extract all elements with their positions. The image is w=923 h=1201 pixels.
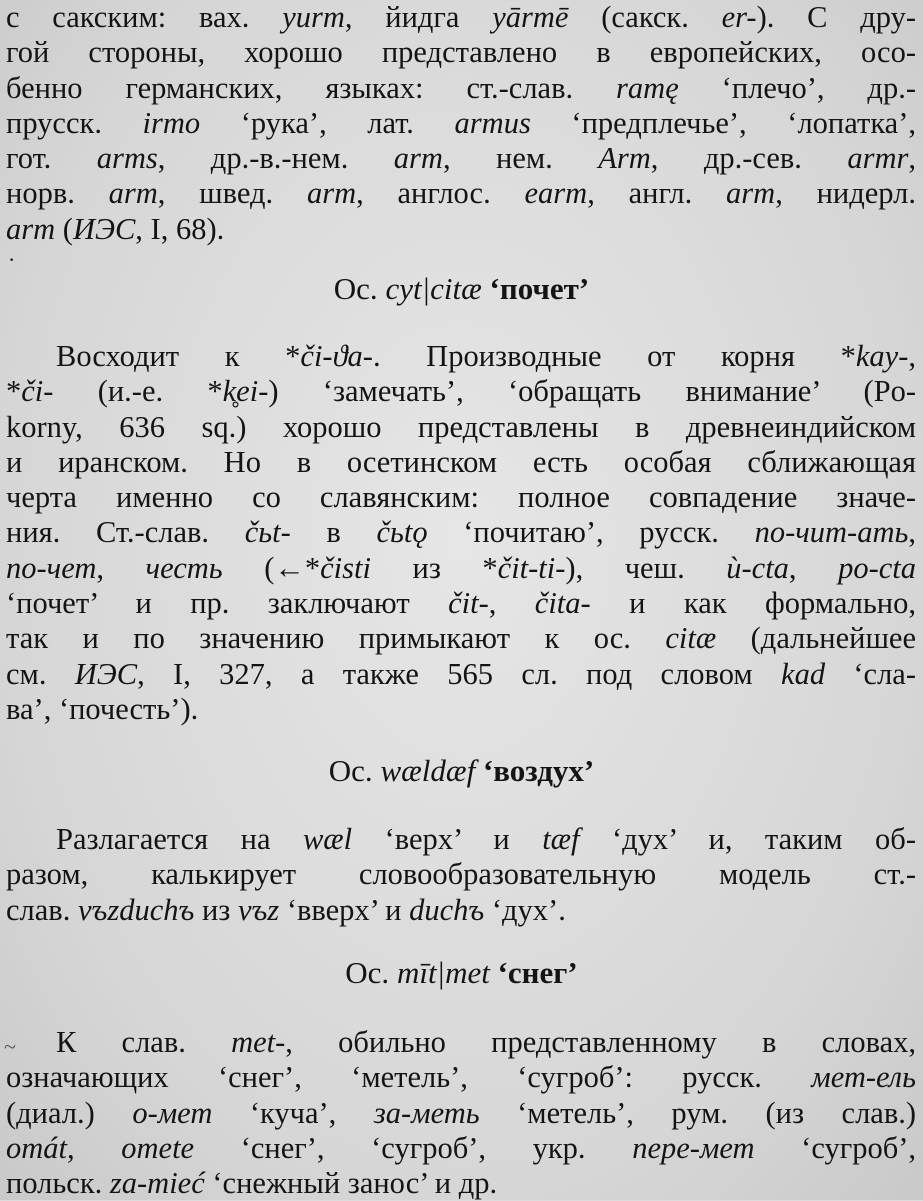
- entry-body-mit: [6, 1025, 916, 1201]
- italic-term: čьt-: [244, 515, 291, 550]
- italic-term: ИЭС: [74, 656, 138, 691]
- entry-body-waeldaef: [6, 822, 916, 928]
- text-line: слав. vъzduchъ из vъz ‘вверх’ и duchъ ‘дух’.: [6, 892, 566, 927]
- text-line: arm (ИЭС, I, 68).: [6, 211, 225, 246]
- italic-term: за-меть: [373, 1095, 480, 1130]
- italic-term: по-чет: [6, 550, 97, 585]
- text-line: так и по значению примыкают к ос. citæ (дальнейшее: [6, 621, 916, 656]
- italic-term: čьtǫ: [376, 515, 428, 550]
- italic-term: či-ϑa-: [300, 339, 373, 373]
- italic-term: ИЭС: [72, 211, 136, 246]
- italic-term: ù-cta: [726, 550, 789, 585]
- heading-prefix: Ос.: [345, 955, 390, 990]
- text-line: (диал.) о-мет ‘куча’, за-меть ‘метель’, рум. (из слав.): [6, 1095, 916, 1130]
- italic-term: er-: [721, 0, 757, 34]
- text-line: korny, 636 sq.) хорошо представлены в древнеиндийском: [6, 409, 916, 444]
- heading-headword: cyt|citæ: [385, 271, 482, 306]
- italic-term: по-чит-ать: [754, 515, 909, 550]
- italic-term: kay-: [855, 339, 909, 373]
- italic-term: omete: [121, 1130, 195, 1165]
- heading-headword: wældæf: [380, 753, 476, 788]
- italic-term: ramę: [616, 70, 679, 105]
- italic-term: omát: [6, 1130, 67, 1165]
- italic-term: či-: [21, 374, 54, 409]
- text-line: К слав. met-, обильно представленному в словах,: [56, 1025, 916, 1059]
- heading-gloss: ‘почет’: [489, 271, 590, 306]
- heading-prefix: Ос.: [333, 271, 378, 306]
- entry-heading-waeldaef: [0, 753, 923, 789]
- entry-heading-cyt: [0, 271, 923, 307]
- italic-term: armr: [847, 141, 909, 176]
- text-line: означающих ‘снег’, ‘метель’, ‘сугроб’: русск. мет-ель: [6, 1060, 916, 1095]
- italic-term: armus: [454, 105, 531, 140]
- italic-term: k̥ei-: [222, 374, 269, 409]
- italic-term: po-cta: [838, 550, 916, 585]
- italic-term: arm: [393, 141, 443, 176]
- text-line: Разлагается на wæl ‘верх’ и tæf ‘дух’ и, таким об-: [56, 822, 916, 856]
- italic-term: Arm: [598, 141, 651, 176]
- text-line: *či- (и.-е. *k̥ei-) ‘замечать’, ‘обращать внимание’ (Po-: [6, 374, 916, 409]
- italic-term: čita-: [534, 586, 591, 621]
- italic-term: wæl: [302, 822, 353, 856]
- italic-term: za-mieć: [109, 1166, 205, 1201]
- italic-term: citæ: [665, 621, 717, 656]
- text-line: ‘почет’ и пр. заключают čit-, čita- и как формально,: [6, 586, 916, 621]
- italic-term: kad: [781, 656, 826, 691]
- entry-body-cyt: [6, 339, 916, 727]
- text-line: omát, omete ‘снег’, ‘сугроб’, укр. пере-мет ‘сугроб’,: [6, 1130, 916, 1165]
- text-line: и иранском. Но в осетинском есть особая сближающая: [6, 444, 916, 479]
- text-line: с сакским: вах. yurm, йидга yārmē (сакск. er-). С дру-: [6, 0, 916, 34]
- intro-paragraph: [6, 0, 916, 247]
- italic-term: arm: [6, 211, 56, 246]
- italic-term: arm: [726, 176, 776, 211]
- heading-headword: mīt|met: [396, 955, 490, 990]
- italic-term: čit-ti-: [497, 550, 566, 585]
- text-line: гот. arms, др.-в.-нем. arm, нем. Arm, др.-сев. armr,: [6, 141, 916, 176]
- italic-term: честь: [145, 550, 223, 585]
- italic-term: earm: [524, 176, 588, 211]
- italic-term: пере-мет: [632, 1130, 755, 1165]
- italic-term: о-мет: [132, 1095, 213, 1130]
- text-line: ва’, ‘почесть’).: [6, 691, 199, 726]
- italic-term: yurm: [282, 0, 345, 34]
- text-line: прусск. irmo ‘рука’, лат. armus ‘предплечье’, ‘лопатка’,: [6, 105, 916, 140]
- text-line: по-чет, честь (←*čisti из *čit-ti-), чеш. ù-cta, po-cta: [6, 550, 916, 585]
- italic-term: yārmē: [492, 0, 569, 34]
- margin-dot: ·: [8, 247, 16, 272]
- italic-term: arm: [108, 176, 158, 211]
- italic-term: vъz: [237, 892, 280, 927]
- text-line: бенно германских, языках: ст.-слав. ramę ‘плечо’, др.-: [6, 70, 916, 105]
- italic-term: arms: [96, 141, 158, 176]
- italic-term: arm: [306, 176, 357, 211]
- text-line: гой стороны, хорошо представлено в европейских, осо-: [6, 35, 916, 70]
- text-line: польск. za-mieć ‘снежный занос’ и др.: [6, 1166, 498, 1201]
- entry-heading-mit: [0, 955, 923, 991]
- italic-term: irmo: [142, 105, 201, 140]
- italic-term: tæf: [542, 822, 580, 856]
- text-line: см. ИЭС, I, 327, а также 565 сл. под словом kad ‘сла-: [6, 656, 916, 691]
- pencil-mark-icon: ~: [4, 1034, 16, 1059]
- text-line: Восходит к *či-ϑa-. Производные от корня *kay-,: [56, 339, 916, 373]
- heading-gloss: ‘снег’: [497, 955, 578, 990]
- italic-term: мет-ель: [811, 1060, 916, 1095]
- text-line: черта именно со славянским: полное совпадение значе-: [6, 480, 916, 515]
- text-line: ния. Ст.-слав. čьt- в čьtǫ ‘почитаю’, русск. по-чит-ать,: [6, 515, 916, 550]
- italic-term: duchъ: [409, 892, 485, 927]
- text-line: норв. arm, швед. arm, англос. earm, англ. arm, нидерл.: [6, 176, 916, 211]
- italic-term: čit-: [448, 586, 489, 621]
- italic-term: vъzduchъ: [77, 892, 195, 927]
- text-line: разом, калькирует словообразовательную модель ст.-: [6, 857, 916, 892]
- heading-gloss: ‘воздух’: [482, 753, 595, 788]
- heading-prefix: Ос.: [328, 753, 373, 788]
- italic-term: met-: [231, 1025, 286, 1059]
- italic-term: čisti: [320, 550, 371, 585]
